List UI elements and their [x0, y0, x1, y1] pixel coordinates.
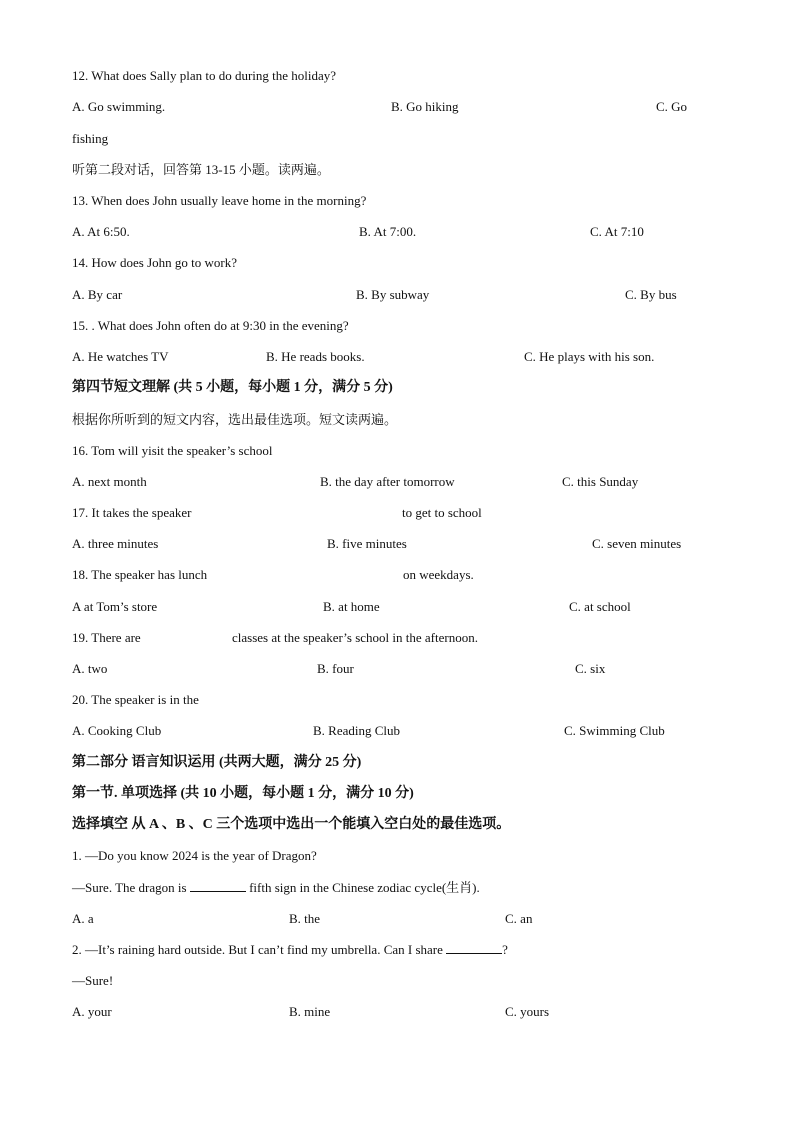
q18-option-b: B. at home: [323, 599, 380, 614]
q15-option-a: A. He watches TV: [72, 349, 169, 364]
g1-option-c: C. an: [505, 911, 533, 926]
g2-option-c: C. yours: [505, 1004, 550, 1019]
g2-line1-end: ?: [502, 942, 508, 957]
q19-stem-end: classes at the speaker’s school in the afternoon.: [232, 630, 478, 645]
q12-option-b: B. Go hiking: [391, 99, 459, 114]
g1-line2-start: —Sure. The dragon is: [72, 880, 187, 895]
part2-heading: 第二部分 语言知识运用 (共两大题，满分 25 分): [72, 755, 362, 770]
q18-stem-end: on weekdays.: [403, 567, 474, 582]
q14-option-b: B. By subway: [356, 287, 430, 302]
q17-stem-end: to get to school: [402, 505, 482, 520]
instruction-13-15: 听第二段对话，回答第 13-15 小题。读两遍。: [72, 162, 330, 177]
answer-blank: [190, 880, 246, 892]
q13-option-a: A. At 6:50.: [72, 224, 130, 239]
g2-option-b: B. mine: [289, 1004, 331, 1019]
section4-heading: 第四节短文理解 (共 5 小题，每小题 1 分，满分 5 分): [72, 380, 393, 395]
q15-stem: 15. . What does John often do at 9:30 in the evening?: [72, 318, 349, 333]
q15-option-b: B. He reads books.: [266, 349, 365, 364]
q15-option-c: C. He plays with his son.: [524, 349, 655, 364]
q17-option-a: A. three minutes: [72, 536, 159, 551]
q12-option-c-continued: fishing: [72, 131, 109, 146]
q17-option-b: B. five minutes: [327, 536, 407, 551]
q14-option-a: A. By car: [72, 287, 123, 302]
answer-blank: [446, 942, 502, 954]
g2-line1: [72, 942, 508, 958]
g1-line1: 1. —Do you know 2024 is the year of Dragon?: [72, 848, 317, 863]
q19-option-b: B. four: [317, 661, 354, 676]
section1-heading: 第一节. 单项选择 (共 10 小题，每小题 1 分，满分 10 分): [72, 786, 414, 801]
section4-instruction: 根据你所听到的短文内容，选出最佳选项。短文读两遍。: [72, 412, 398, 427]
q18-option-c: C. at school: [569, 599, 631, 614]
section1-instruction: 选择填空 从 A 、B 、C 三个选项中选出一个能填入空白处的最佳选项。: [72, 817, 511, 832]
q12-option-c: C. Go: [656, 99, 688, 114]
g2-option-a: A. your: [72, 1004, 112, 1019]
g2-line2: —Sure!: [72, 973, 114, 988]
q18-option-a: A at Tom’s store: [72, 599, 158, 614]
q20-option-a: A. Cooking Club: [72, 723, 162, 738]
q14-stem: 14. How does John go to work?: [72, 255, 238, 270]
q18-stem: 18. The speaker has lunch: [72, 567, 208, 582]
g2-line1-start: 2. —It’s raining hard outside. But I can’t find my umbrella. Can I share: [72, 942, 443, 957]
q20-option-b: B. Reading Club: [313, 723, 401, 738]
q17-stem: 17. It takes the speaker: [72, 505, 192, 520]
q13-stem: 13. When does John usually leave home in the morning?: [72, 193, 367, 208]
q16-option-a: A. next month: [72, 474, 147, 489]
q17-option-c: C. seven minutes: [592, 536, 682, 551]
q14-option-c: C. By bus: [625, 287, 677, 302]
g1-line2-end: fifth sign in the Chinese zodiac cycle(生肖).: [249, 880, 480, 895]
q12-stem: 12. What does Sally plan to do during the holiday?: [72, 68, 337, 83]
q19-option-a: A. two: [72, 661, 108, 676]
q12-option-a: A. Go swimming.: [72, 99, 166, 114]
q19-stem: 19. There are: [72, 630, 141, 645]
g1-line2: [72, 880, 480, 896]
q20-option-c: C. Swimming Club: [564, 723, 665, 738]
g1-option-a: A. a: [72, 911, 94, 926]
q16-option-b: B. the day after tomorrow: [320, 474, 455, 489]
q19-option-c: C. six: [575, 661, 606, 676]
q13-option-c: C. At 7:10: [590, 224, 644, 239]
q20-stem: 20. The speaker is in the: [72, 692, 199, 707]
g1-option-b: B. the: [289, 911, 321, 926]
q16-option-c: C. this Sunday: [562, 474, 639, 489]
q16-stem: 16. Tom will yisit the speaker’s school: [72, 443, 273, 458]
q13-option-b: B. At 7:00.: [359, 224, 417, 239]
